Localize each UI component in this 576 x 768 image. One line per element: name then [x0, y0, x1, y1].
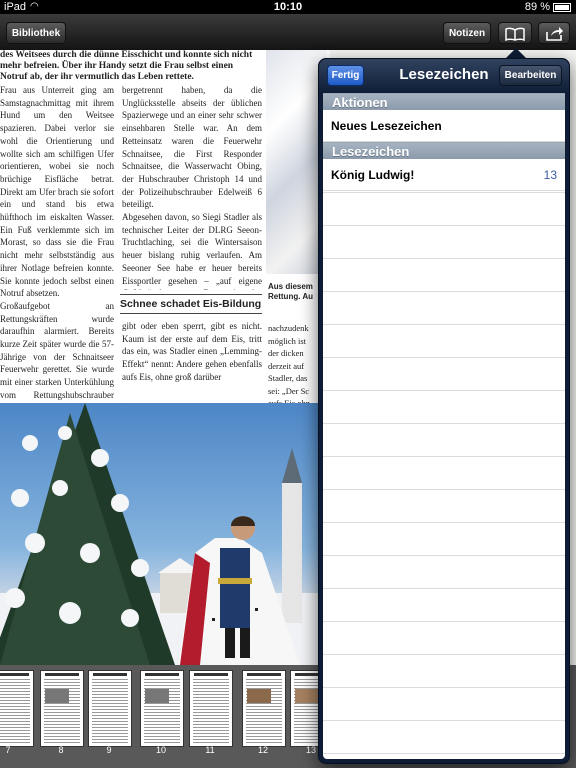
article-column-2b: gibt oder eben sperrt, gibt es nicht. Kaum ist der erste auf dem Eis, tritt das ein, was Stadler einen „Lemming-Effekt“ nennt: Andere gehen ebenfalls aufs Eis, ohne groß darüber	[122, 321, 262, 382]
page-number: 8	[58, 745, 64, 755]
article-column-3: nachzudenk möglich ist der dicken derzeit auf Stadler, das sei: „Der Sc	[268, 323, 310, 396]
page-thumbnail[interactable]	[189, 670, 233, 747]
book-icon	[505, 27, 525, 41]
page-number: 11	[205, 745, 215, 755]
page-thumbnail[interactable]	[88, 670, 132, 747]
article-column-1: Frau aus Unterreit ging am Samstagnachmittag mit ihrem Hund um den Weitsee spazieren. Dabei verlor sie wohl die Orientierung und wollte sich am schilfigen Ufer orientieren, wobei sie noch brüchige Eisfläche betrat. Direkt am Ufer brach sie sofort ein und stand bis etwa hüfthoch im eiskalten Wasser. Ein Fuß verklemmte sich im Morast, so dass sie die Frau nicht mehr selbstständig aus ihrer Notlage befreien konnte. Sie konnte jedoch selbst einen Notruf absetzen. Großaufgebot an Rettungskräften wurde daraufhin alarmiert. Bereits kurze Zeit später wurde die 57-Jährige von der Schnaitseer Feuerwehr gerettet. Sie wurde mit einer starken Unterkühlung vom Rettungshubschrauber	[0, 85, 114, 400]
page-thumbnail[interactable]	[140, 670, 184, 747]
status-bar	[0, 0, 576, 14]
page-number: 9	[106, 745, 112, 755]
share-icon	[545, 27, 563, 41]
library-button[interactable]: Bibliothek	[6, 22, 66, 44]
edit-button[interactable]: Bearbeiten	[499, 65, 562, 86]
bookmark-page-number: 13	[543, 168, 557, 182]
page-number: 12	[257, 745, 268, 755]
bookmarks-button[interactable]	[498, 22, 532, 44]
snow-photo	[266, 50, 326, 274]
clock: 10:10	[273, 1, 303, 13]
bookmark-title: König Ludwig!	[331, 168, 415, 182]
section-header-bookmarks: Lesezeichen	[323, 142, 565, 159]
popover-title: Lesezeichen	[399, 66, 489, 83]
article-lead: des Weitsees durch die dünne Eisschicht und konnte sich nicht mehr befreien. Über ihr Handy setzt die Frau selbst einen Notruf ab, der ihr vermutlich das Leben rettete.	[0, 50, 253, 82]
section-header-actions: Aktionen	[323, 93, 565, 110]
share-button[interactable]	[538, 22, 570, 44]
article-subheadline: Schnee schadet Eis-Bildung	[120, 294, 262, 314]
page-number: 13	[305, 745, 316, 755]
new-bookmark-row[interactable]	[323, 110, 565, 142]
battery-percent: 89 %	[524, 1, 550, 13]
photo-scene	[0, 403, 320, 665]
newspaper-page	[0, 50, 330, 403]
page-number: 10	[155, 745, 166, 755]
notes-button[interactable]: Notizen	[443, 22, 491, 44]
wifi-icon: ◠	[30, 1, 39, 12]
popover-header	[319, 59, 569, 93]
bookmark-row[interactable]	[323, 159, 565, 191]
page-thumbnail[interactable]	[242, 670, 286, 747]
bookmarks-list[interactable]	[323, 93, 565, 759]
article-column-2: bergetrennt haben, da die Unglücksstelle abseits der üblichen Spazierwege und an einer sehr schwer einsehbaren Stelle war. An dem Retteinsatz waren die Feuerwehr Schnaitsee, die First Responder Schnaitsee, die Wasserwacht Obing, der Hubschrauber Christoph 14 und der Polizeihubschrauber Edelweiß 6 beteiligt. Abgesehen davon, so Siegi Stadler als technischer Leiter der DLRG Seeon-Truchtlaching, sei die Wintersaison heuer bislang ruhig verlaufen. Am Seeoner See habe er heuer bereits Eissportler gesehen – „auf eigene	[122, 85, 262, 286]
page-thumbnail[interactable]	[0, 670, 34, 747]
page-thumbnail[interactable]	[40, 670, 84, 747]
king-ludwig-photo	[0, 403, 320, 665]
page-number: 7	[5, 745, 11, 755]
new-bookmark-label: Neues Lesezeichen	[331, 119, 442, 133]
top-toolbar	[0, 14, 576, 50]
battery-icon	[553, 3, 571, 12]
done-button[interactable]: Fertig	[327, 65, 364, 86]
photo-caption: Aus diesem Rettung. Au	[268, 282, 314, 301]
carrier-label: iPad	[4, 1, 27, 13]
bookmarks-popover	[318, 58, 570, 764]
